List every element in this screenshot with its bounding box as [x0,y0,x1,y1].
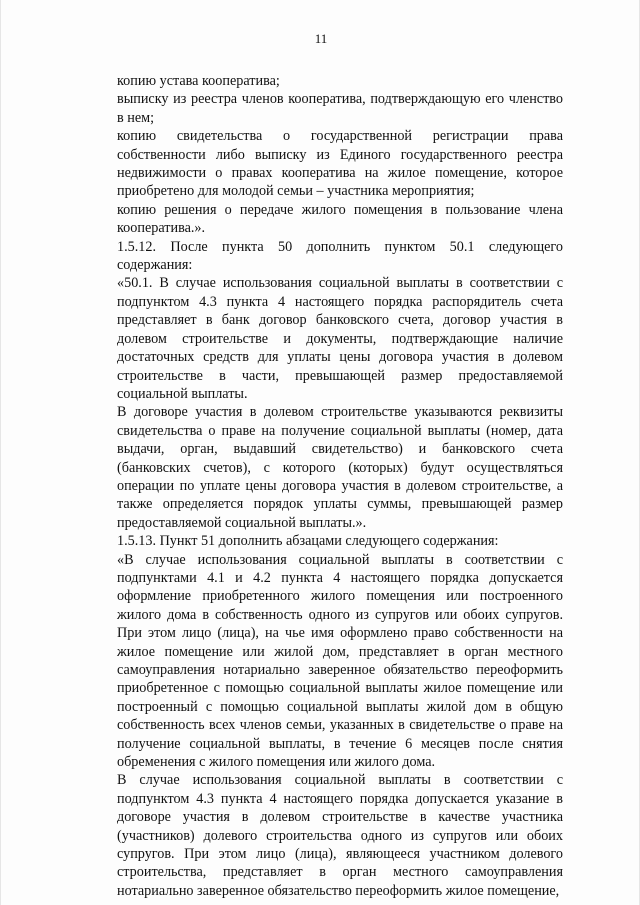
paragraph-10: В случае использования социальной выплаты в соответствии с подпунктом 4.3 пункта 4 настоящего порядка допускается указание в договоре участия в долевом строительстве в качестве участника (участников) долевого строительства одного из супругов или обоих супругов. При этом лицо (лица), являющееся участником долевого строительства, представляет в орган местного самоуправления нотариально заверенное обязательство переоформить жилое помещение, [117,772,563,899]
paragraph-5: 1.5.12. После пункта 50 дополнить пунктом 50.1 следующего содержания: [117,238,563,274]
paragraph-7: В договоре участия в долевом строительстве указываются реквизиты свидетельства о праве на получение социальной выплаты (номер, дата выдачи, орган, выдавший свидетельство) и банковского счета (банковских счетов), с которого (которых) будут осуществляться операции по уплате цены договора участия в долевом строительстве, а также определяется порядок уплаты суммы, превышающей размер предоставляемой социальной выплаты.». [117,404,563,531]
paragraph-6: «50.1. В случае использования социальной выплаты в соответствии с подпунктом 4.3 пункта 4 настоящего порядка распорядитель счета представляет в банк договор банковского счета, договор участия в долевом строительстве и документы, подтверждающие наличие достаточных средств для уплаты цены договора участия в долевом строительстве в части, превышающей размер предоставляемой социальной выплаты. [117,275,563,402]
paragraph-3: копию свидетельства о государственной регистрации права собственности либо выписку из Единого государственного реестра недвижимости о правах кооператива на жилое помещение, которое приобретено для молодой семьи – участника мероприятия; [117,128,563,200]
page-number: 11 [314,31,328,46]
paragraph-2: выписку из реестра членов кооператива, подтверждающую его членство в нем; [117,91,563,126]
paragraph-8: 1.5.13. Пункт 51 дополнить абзацами следующего содержания: [117,533,499,550]
paragraph-9: «В случае использования социальной выплаты в соответствии с подпунктами 4.1 и 4.2 пункта 4 настоящего порядка допускается оформление приобретенного жилого помещения или построенного жилого дома в собственность одного из супругов или обоих супругов. При этом лицо (лица), на чье имя оформлено право собственности на жилое помещение или жилой дом, представляет в орган местного самоуправления нотариально заверенное обязательство переоформить приобретенное с помощью социальной выплаты жилое помещение или построенный с помощью социальной выплаты жилой дом в общую собственность всех членов семьи, указанных в свидетельстве о праве на получение социальной выплаты, в течение 6 месяцев после снятия обременения с жилого помещения или жилого дома. [117,551,563,771]
document-body [117,72,563,900]
paragraph-4: копию решения о передаче жилого помещения в пользование члена кооператива.». [117,201,563,237]
paragraph-1: копию устава кооператива; [117,73,280,89]
